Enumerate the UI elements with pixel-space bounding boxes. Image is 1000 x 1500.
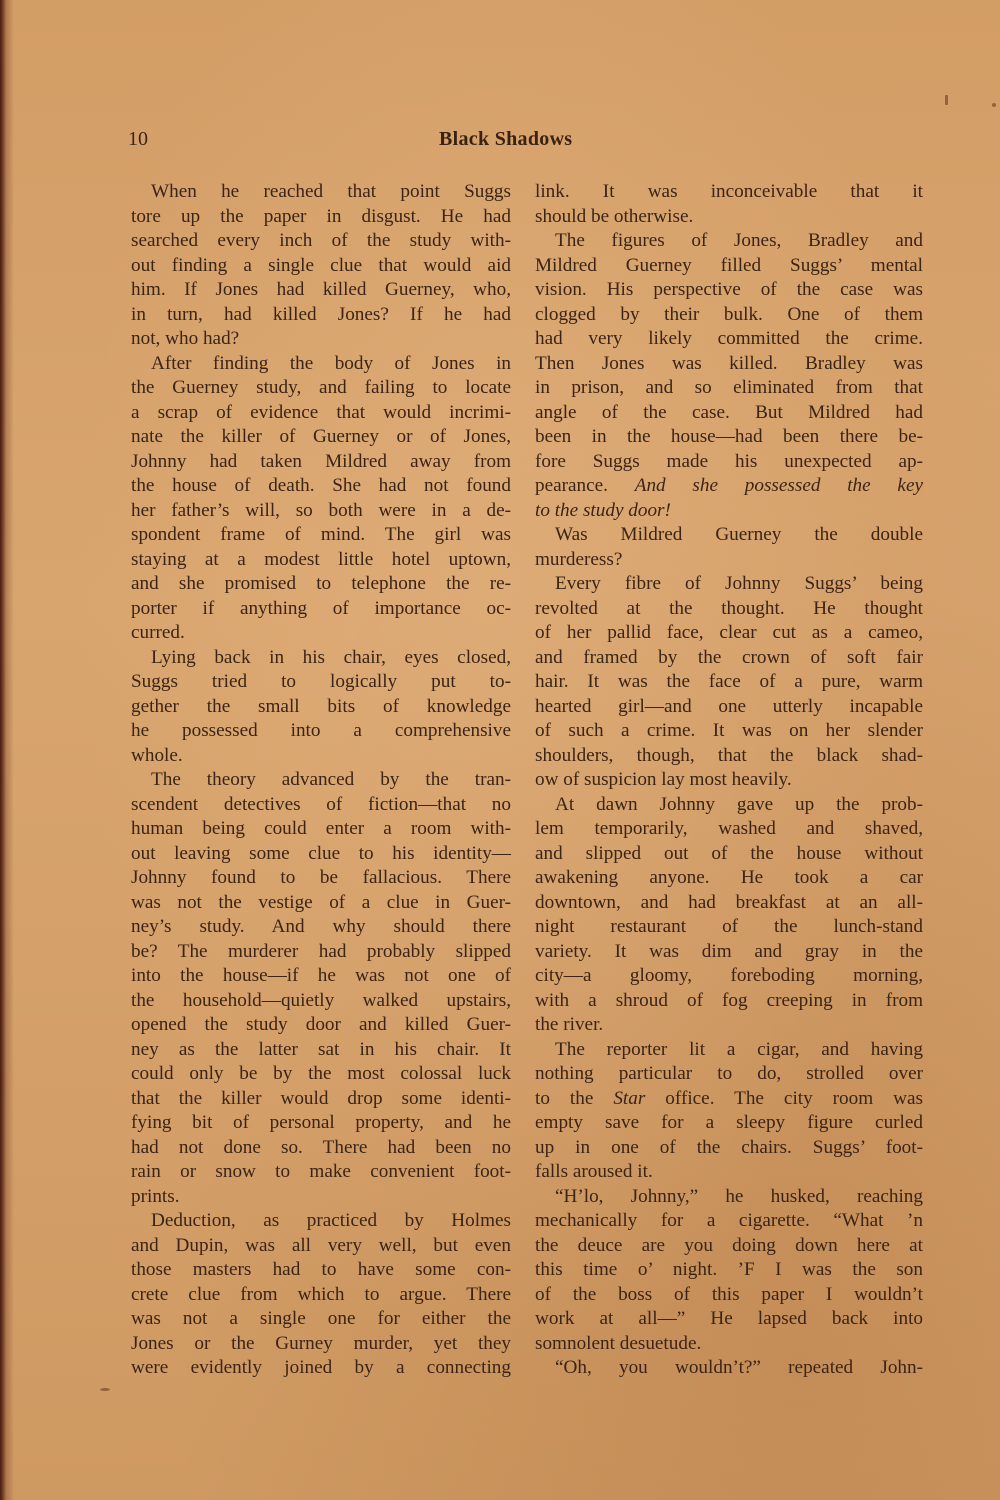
text-line — [535, 401, 923, 426]
line-text: Mildred Guerney filled Suggs’ mental — [535, 254, 923, 276]
line-text: Then Jones was killed. Bradley was — [535, 352, 923, 374]
line-text: the deuce are you doing down here at — [535, 1234, 923, 1256]
line-text: Deduction, as practiced by Holmes — [151, 1210, 511, 1231]
line-text: the Guerney study, and failing to locate — [131, 377, 511, 398]
line-text: searched every inch of the study with- — [131, 230, 511, 251]
line-text: Johnny found to be fallacious. There — [131, 867, 511, 888]
text-line — [535, 989, 923, 1014]
text-line — [535, 254, 923, 279]
text-line — [535, 646, 923, 671]
text-line — [131, 1307, 511, 1332]
line-text: revolted at the thought. He thought — [535, 597, 923, 619]
text-line — [131, 989, 511, 1014]
text-line — [535, 744, 923, 769]
text-line — [131, 572, 511, 597]
line-text: a scrap of evidence that would incrimi- — [131, 401, 511, 423]
line-text: Jones or the Gurney murder, yet they — [131, 1332, 511, 1354]
text-line — [535, 572, 923, 597]
text-line — [535, 1136, 923, 1161]
line-text: The theory advanced by the tran- — [151, 769, 511, 790]
line-text: and framed by the crown of soft fair — [535, 646, 923, 668]
text-line — [131, 1013, 511, 1038]
text-line — [131, 278, 511, 303]
text-line — [131, 768, 511, 793]
italic-text: And she possessed the key — [634, 475, 923, 496]
line-text: in prison, and so eliminated from that — [535, 377, 923, 398]
line-text: her father’s will, so both were in a de- — [131, 499, 511, 521]
page-number: 10 — [128, 128, 148, 150]
line-text: When he reached that point Suggs — [151, 181, 511, 202]
line-text: falls aroused it. — [535, 1161, 653, 1182]
line-text: clogged by their bulk. One of them — [535, 303, 923, 325]
text-line — [535, 1160, 923, 1185]
line-text: Every fibre of Johnny Suggs’ being — [555, 573, 923, 594]
line-text: of her pallid face, clear cut as a cameo, — [535, 622, 923, 643]
text-line — [131, 499, 511, 524]
text-line — [131, 719, 511, 744]
line-text: and slipped out of the house without — [535, 842, 923, 864]
line-text: The reporter lit a cigar, and having — [555, 1038, 923, 1060]
text-line — [131, 744, 511, 769]
text-line — [535, 915, 923, 940]
line-text: human being could enter a room with- — [131, 818, 511, 839]
paper-speck — [992, 103, 996, 107]
text-line — [535, 842, 923, 867]
text-line — [131, 793, 511, 818]
line-text: that the killer would drop some identi- — [131, 1087, 511, 1109]
text-line — [131, 180, 511, 205]
line-text: be? The murderer had probably slipped — [131, 940, 511, 962]
text-line — [535, 1234, 923, 1259]
text-line — [535, 1307, 923, 1332]
line-text: awakening anyone. He took a car — [535, 867, 923, 888]
line-text: “Oh, you wouldn’t?” repeated John- — [555, 1357, 923, 1378]
italic-text: to the study door! — [535, 499, 671, 521]
text-line — [131, 474, 511, 499]
line-text: Johnny had taken Mildred away from — [131, 450, 511, 472]
text-line — [535, 425, 923, 450]
line-text: was not the vestige of a clue in Guer- — [131, 891, 511, 913]
text-line — [535, 670, 923, 695]
text-line — [131, 205, 511, 230]
page-edge-shadow — [0, 0, 6, 1500]
text-line — [131, 352, 511, 377]
text-line — [131, 548, 511, 573]
text-line — [131, 425, 511, 450]
text-line — [535, 1087, 923, 1112]
text-line — [535, 719, 923, 744]
line-text: were evidently joined by a connecting — [131, 1357, 511, 1378]
text-line — [131, 376, 511, 401]
paper-speck — [945, 95, 948, 105]
text-line — [131, 523, 511, 548]
line-text: shoulders, though, that the black shad- — [535, 744, 923, 766]
line-text: opened the study door and killed Guer- — [131, 1014, 511, 1035]
text-line — [535, 891, 923, 916]
line-text: lem temporarily, washed and shaved, — [535, 818, 923, 839]
text-line — [131, 450, 511, 475]
text-line — [131, 1160, 511, 1185]
line-text: At dawn Johnny gave up the prob- — [555, 793, 923, 815]
italic-text: Star — [613, 1087, 646, 1109]
line-text: rain or snow to make convenient foot- — [131, 1161, 511, 1182]
line-text: scendent detectives of fiction—that no — [131, 793, 511, 815]
line-text: spondent frame of mind. The girl was — [131, 524, 511, 545]
text-line — [535, 817, 923, 842]
line-text: he possessed into a comprehensive — [131, 720, 511, 741]
paper-speck — [100, 1388, 110, 1391]
line-text: and she promised to telephone the re- — [131, 573, 511, 594]
text-line — [535, 352, 923, 377]
line-text: Suggs tried to logically put to- — [131, 671, 511, 692]
line-text: Lying back in his chair, eyes closed, — [151, 646, 511, 668]
line-text: of such a crime. It was on her slender — [535, 720, 923, 741]
text-line — [131, 891, 511, 916]
line-text: this time o’ night. ’F I was the son — [535, 1259, 923, 1280]
text-line — [131, 866, 511, 891]
text-line — [131, 254, 511, 279]
line-text: hair. It was the face of a pure, warm — [535, 671, 923, 692]
text-line — [131, 1356, 511, 1381]
text-line — [131, 646, 511, 671]
text-line — [535, 940, 923, 965]
text-line — [535, 1185, 923, 1210]
text-line — [535, 376, 923, 401]
line-text: ow of suspicion lay most heavily. — [535, 769, 792, 790]
line-text: with a shroud of fog creeping in from — [535, 989, 923, 1011]
text-line — [535, 450, 923, 475]
text-line — [535, 474, 923, 499]
line-text: into the house—if he was not one of — [131, 965, 511, 986]
text-line — [131, 940, 511, 965]
text-line — [535, 964, 923, 989]
text-line — [131, 229, 511, 254]
line-text: mechanically for a cigarette. “What ’n — [535, 1210, 923, 1231]
text-line — [131, 1136, 511, 1161]
line-text: not, who had? — [131, 328, 240, 349]
left-column — [131, 180, 511, 1381]
text-line — [131, 1209, 511, 1234]
line-text: vision. His perspective of the case was — [535, 279, 923, 300]
line-text: tore up the paper in disgust. He had — [131, 205, 511, 227]
line-text: whole. — [131, 744, 183, 766]
line-text: murderess? — [535, 548, 623, 570]
line-text: out leaving some clue to his identity— — [131, 842, 511, 864]
line-text: staying at a modest little hotel uptown, — [131, 548, 511, 570]
text-line — [535, 499, 923, 524]
text-line — [535, 768, 923, 793]
line-text: out finding a single clue that would aid — [131, 254, 511, 276]
text-line — [131, 1087, 511, 1112]
line-text: The figures of Jones, Bradley and — [555, 230, 923, 251]
text-line — [131, 1111, 511, 1136]
text-line — [131, 842, 511, 867]
line-text: curred. — [131, 622, 185, 643]
line-text: crete clue from which to argue. There — [131, 1283, 511, 1305]
line-text: was not a single one for either the — [131, 1308, 511, 1329]
line-text: porter if anything of importance oc- — [131, 597, 511, 619]
text-line — [535, 1283, 923, 1308]
text-line — [535, 866, 923, 891]
line-text: ney as the latter sat in his chair. It — [131, 1038, 511, 1060]
text-line — [131, 1283, 511, 1308]
right-column — [535, 180, 923, 1381]
text-line — [535, 1013, 923, 1038]
line-text: somnolent desuetude. — [535, 1332, 702, 1354]
text-line — [535, 548, 923, 573]
line-text: After finding the body of Jones in — [151, 352, 511, 374]
text-line — [131, 1038, 511, 1063]
text-line — [131, 964, 511, 989]
line-text: should be otherwise. — [535, 205, 694, 227]
line-text: gether the small bits of knowledge — [131, 695, 511, 717]
line-text: night restaurant of the lunch-stand — [535, 916, 923, 937]
line-text: in turn, had killed Jones? If he had — [131, 303, 511, 325]
text-line — [535, 303, 923, 328]
text-line — [131, 621, 511, 646]
text-line — [535, 1356, 923, 1381]
line-text: been in the house—had been there be- — [535, 426, 923, 447]
text-line — [535, 1209, 923, 1234]
text-line — [535, 1038, 923, 1063]
text-line — [131, 401, 511, 426]
text-line — [131, 1185, 511, 1210]
running-head — [128, 128, 928, 158]
line-text: angle of the case. But Mildred had — [535, 401, 923, 423]
text-line — [131, 695, 511, 720]
line-text: could only be by the most colossal luck — [131, 1063, 511, 1084]
line-text: the household—quietly walked upstairs, — [131, 989, 511, 1011]
line-text: him. If Jones had killed Guerney, who, — [131, 279, 511, 300]
text-line — [131, 303, 511, 328]
text-line — [535, 621, 923, 646]
text-line — [535, 1111, 923, 1136]
line-text: the house of death. She had not found — [131, 475, 511, 496]
text-line — [131, 1332, 511, 1357]
line-text: hearted girl—and one utterly incapable — [535, 695, 923, 717]
line-text: had very likely committed the crime. — [535, 328, 923, 349]
text-line — [535, 205, 923, 230]
text-line — [131, 1062, 511, 1087]
line-text: of the boss of this paper I wouldn’t — [535, 1283, 923, 1305]
line-text: pearance. — [535, 475, 635, 496]
line-text: prints. — [131, 1185, 180, 1207]
line-text: link. It was inconceivable that it — [535, 181, 923, 202]
text-line — [535, 180, 923, 205]
text-line — [131, 817, 511, 842]
text-line — [535, 1332, 923, 1357]
line-text: those masters had to have some con- — [131, 1259, 511, 1280]
text-line — [535, 278, 923, 303]
line-text: nate the killer of Guerney or of Jones, — [131, 426, 511, 447]
line-text: fore Suggs made his unexpected ap- — [535, 450, 923, 472]
text-line — [131, 1258, 511, 1283]
text-line — [131, 670, 511, 695]
line-text: nothing particular to do, strolled over — [535, 1063, 923, 1084]
line-text: ney’s study. And why should there — [131, 916, 511, 937]
line-text: Was Mildred Guerney the double — [555, 524, 923, 545]
text-line — [131, 327, 511, 352]
line-text: city—a gloomy, foreboding morning, — [535, 965, 923, 986]
text-line — [535, 523, 923, 548]
text-line — [535, 793, 923, 818]
text-line — [535, 1258, 923, 1283]
text-line — [535, 229, 923, 254]
line-text: up in one of the chairs. Suggs’ foot- — [535, 1136, 923, 1158]
line-text: office. The city room was — [645, 1087, 923, 1109]
line-text: work at all—” He lapsed back into — [535, 1308, 923, 1329]
line-text: the river. — [535, 1014, 604, 1035]
text-line — [131, 1234, 511, 1259]
text-line — [535, 695, 923, 720]
line-text: “H’lo, Johnny,” he husked, reaching — [555, 1185, 923, 1207]
text-line — [131, 597, 511, 622]
text-line — [535, 597, 923, 622]
line-text: to the — [535, 1087, 614, 1109]
running-title: Black Shadows — [439, 128, 573, 150]
line-text: variety. It was dim and gray in the — [535, 940, 923, 962]
text-line — [535, 327, 923, 352]
text-line — [131, 915, 511, 940]
line-text: had not done so. There had been no — [131, 1136, 511, 1158]
text-line — [535, 1062, 923, 1087]
line-text: downtown, and had breakfast at an all- — [535, 891, 923, 913]
line-text: empty save for a sleepy figure curled — [535, 1112, 923, 1133]
line-text: fying bit of personal property, and he — [131, 1112, 511, 1133]
line-text: and Dupin, was all very well, but even — [131, 1234, 511, 1256]
